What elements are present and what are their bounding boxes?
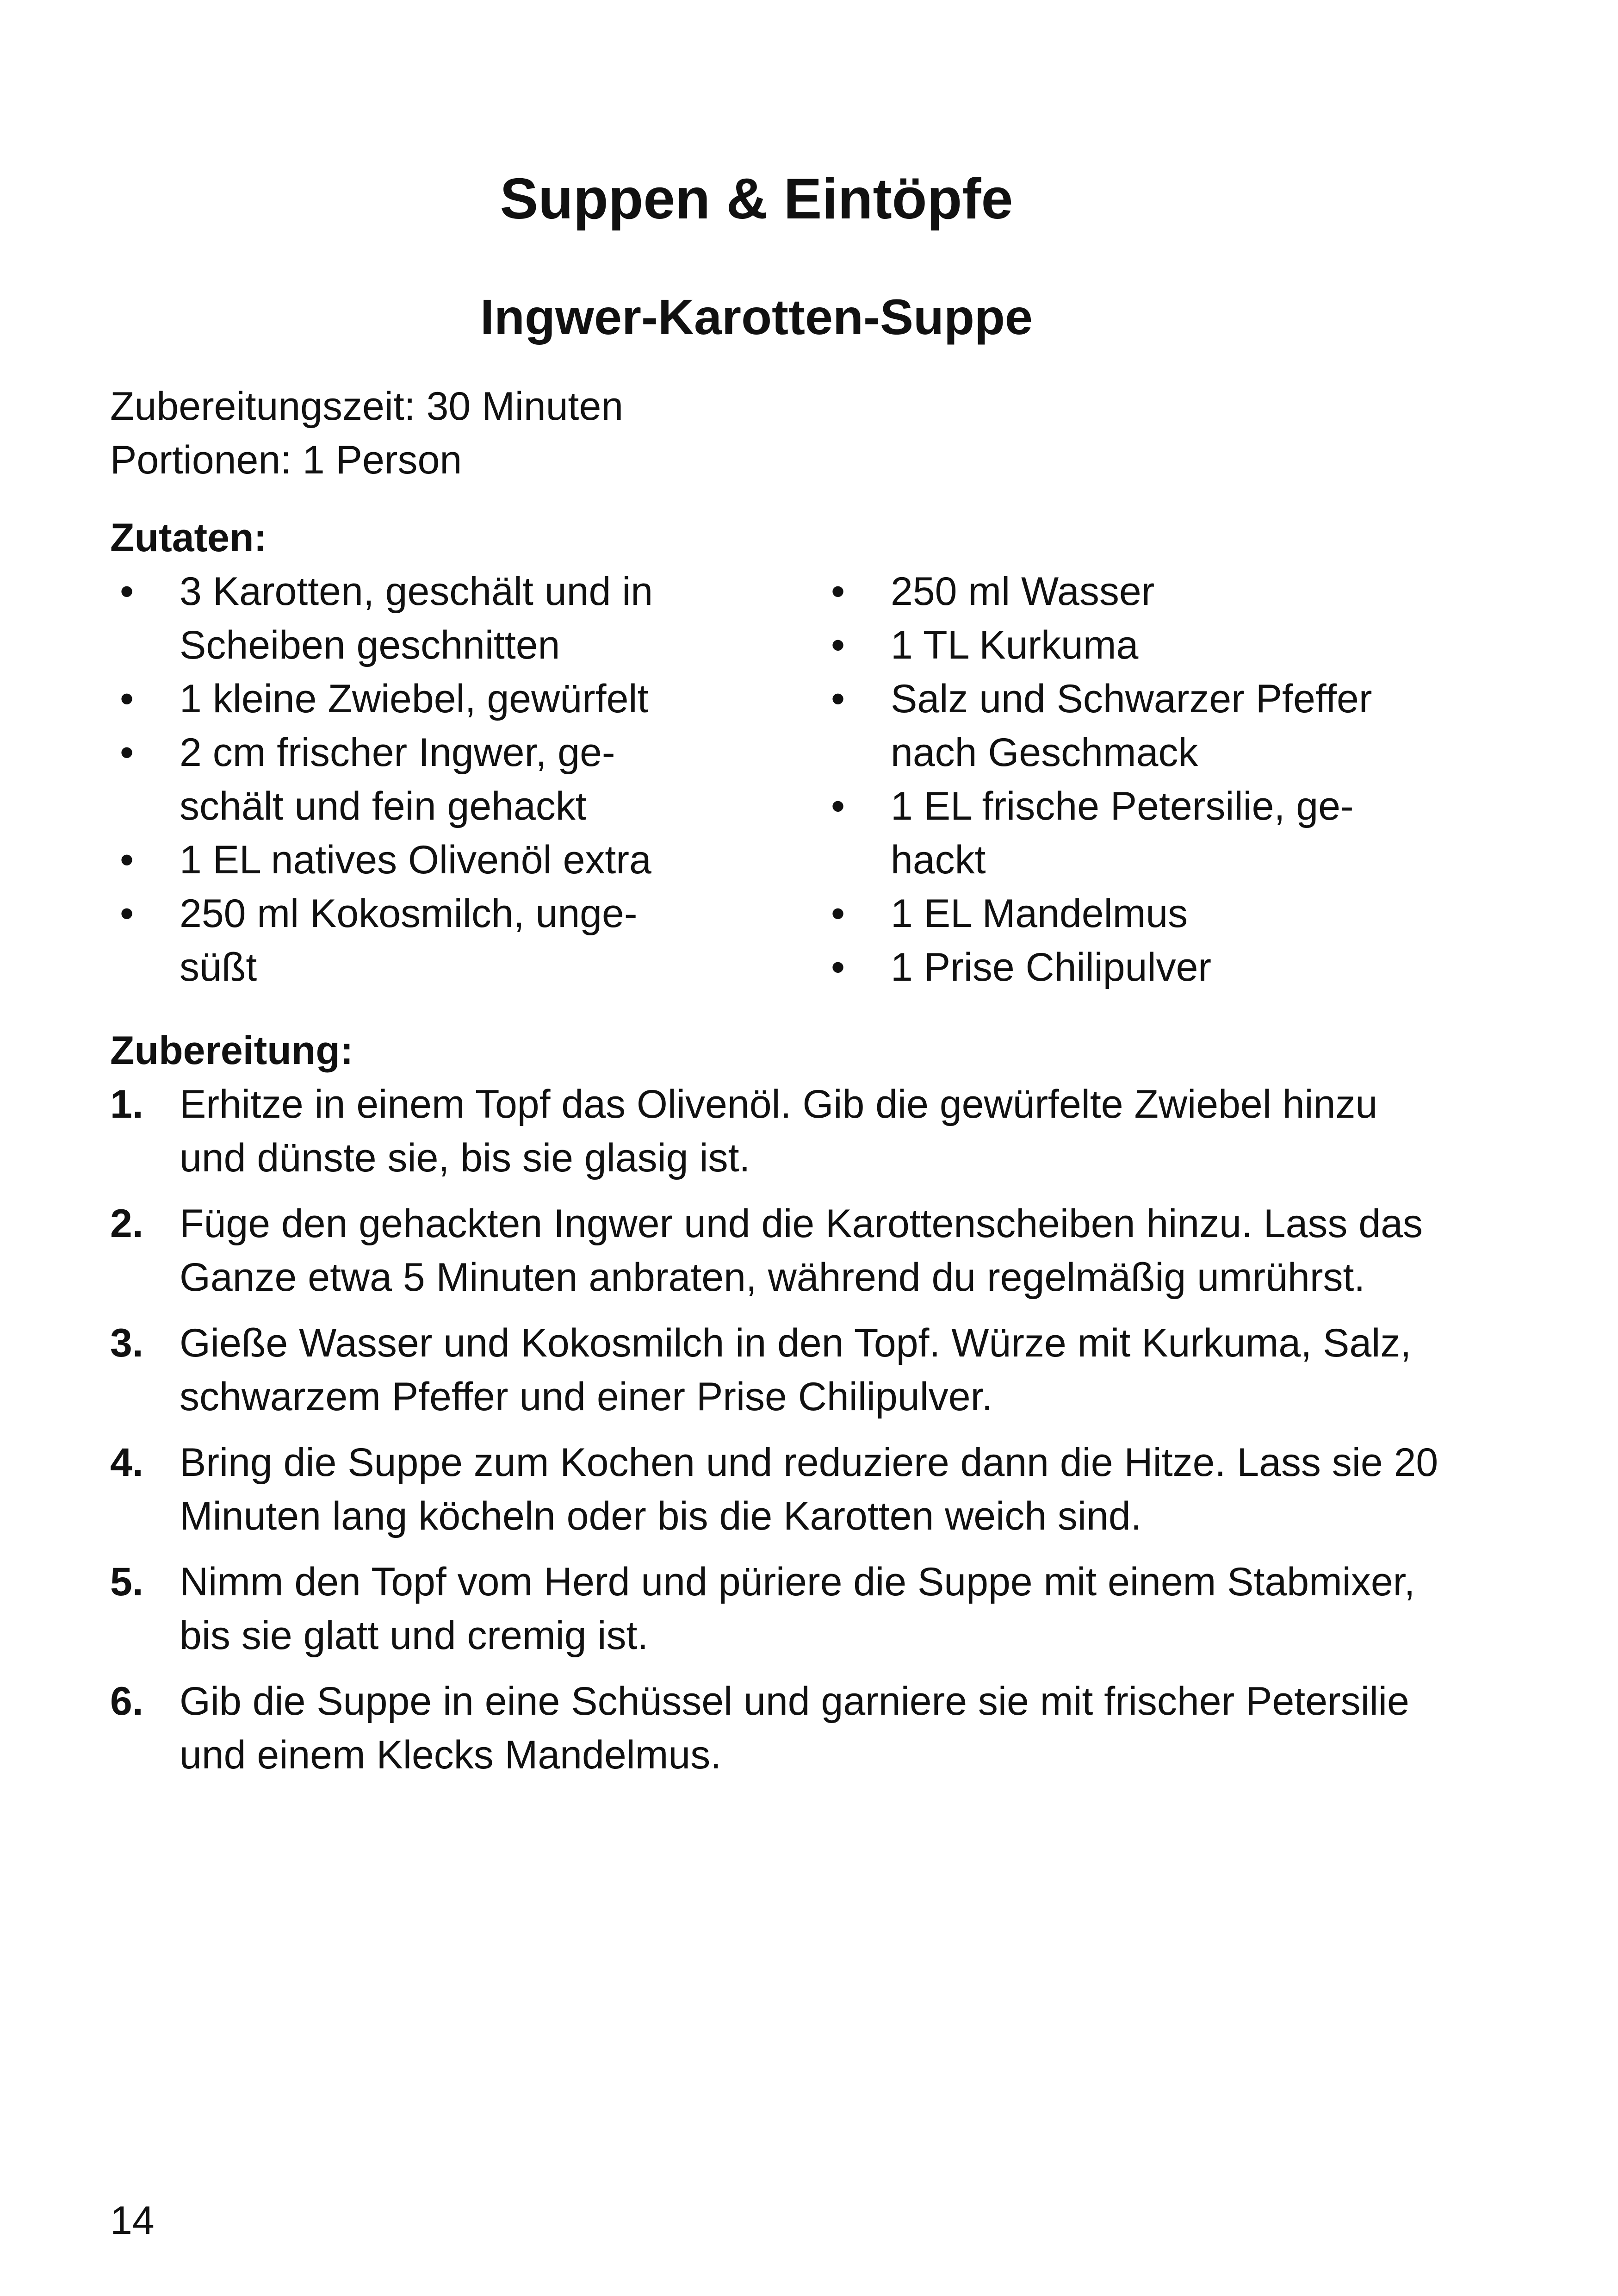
ingredients-heading: Zutaten: <box>110 516 267 560</box>
steps-heading: Zubereitung: <box>110 1028 353 1073</box>
step-item <box>110 1674 1452 1782</box>
ingredient-text: 3 Karotten, geschält und in <box>180 569 653 614</box>
ingredient-text: 1 kleine Zwiebel, gewürfelt <box>180 677 649 721</box>
step-item <box>110 1077 1452 1185</box>
step-text: Füge den gehackten Ingwer und die Karottenscheiben hinzu. Lass das <box>180 1201 1423 1246</box>
step-text: bis sie glatt und cremig ist. <box>180 1613 649 1658</box>
step-text: Gieße Wasser und Kokosmilch in den Topf. Würze mit Kurkuma, Salz, <box>180 1321 1412 1365</box>
step-text: Gib die Suppe in eine Schüssel und garniere sie mit frischer Petersilie <box>180 1679 1409 1724</box>
ingredient-text: süßt <box>180 945 257 989</box>
bullet-icon: • <box>831 623 845 667</box>
ingredient-item <box>821 940 1432 994</box>
ingredient-item <box>821 672 1432 779</box>
bullet-icon: • <box>831 569 845 614</box>
ingredient-item <box>821 887 1432 940</box>
bullet-icon: • <box>119 677 134 721</box>
chapter-title: Suppen & Eintöpfe <box>500 167 1013 231</box>
ingredient-text: Salz und Schwarzer Pfeffer <box>891 677 1372 721</box>
ingredient-item <box>110 833 721 887</box>
step-number: 1. <box>110 1082 143 1126</box>
ingredients-list-left <box>110 565 721 994</box>
ingredient-text: schält und fein gehackt <box>180 784 587 828</box>
step-item <box>110 1555 1452 1662</box>
steps-list <box>110 1077 1452 1794</box>
ingredient-item <box>110 726 721 833</box>
step-text: Ganze etwa 5 Minuten anbraten, während du regelmäßig umrührst. <box>180 1255 1365 1300</box>
bullet-icon: • <box>119 891 134 936</box>
step-number: 4. <box>110 1440 143 1485</box>
step-text: Minuten lang köcheln oder bis die Karotten weich sind. <box>180 1494 1142 1538</box>
ingredient-text: 1 EL Mandelmus <box>891 891 1188 936</box>
portions: Portionen: 1 Person <box>110 438 462 482</box>
step-text: Erhitze in einem Topf das Olivenöl. Gib die gewürfelte Zwiebel hinzu <box>180 1082 1378 1126</box>
ingredient-text: 250 ml Kokosmilch, unge- <box>180 891 638 936</box>
step-number: 6. <box>110 1679 143 1724</box>
ingredient-item <box>110 887 721 994</box>
ingredient-text: hackt <box>891 838 986 882</box>
bullet-icon: • <box>119 569 134 614</box>
step-text: Nimm den Topf vom Herd und püriere die Suppe mit einem Stabmixer, <box>180 1560 1415 1604</box>
step-text: und dünste sie, bis sie glasig ist. <box>180 1136 750 1180</box>
bullet-icon: • <box>831 891 845 936</box>
step-number: 5. <box>110 1560 143 1604</box>
ingredient-text: 1 EL natives Olivenöl extra <box>180 838 651 882</box>
ingredient-item <box>821 779 1432 887</box>
recipe-title: Ingwer-Karotten-Suppe <box>480 289 1033 345</box>
step-number: 2. <box>110 1201 143 1246</box>
ingredient-text: 2 cm frischer Ingwer, ge- <box>180 730 615 775</box>
step-text: Bring die Suppe zum Kochen und reduziere dann die Hitze. Lass sie 20 <box>180 1440 1438 1485</box>
ingredient-text: 250 ml Wasser <box>891 569 1155 614</box>
ingredients-list-right <box>821 565 1432 994</box>
step-item <box>110 1316 1452 1424</box>
prep-time: Zubereitungszeit: 30 Minuten <box>110 384 624 429</box>
bullet-icon: • <box>119 730 134 775</box>
page-number: 14 <box>110 2198 155 2243</box>
step-number: 3. <box>110 1321 143 1365</box>
ingredient-item <box>821 565 1432 618</box>
step-text: und einem Klecks Mandelmus. <box>180 1733 722 1777</box>
ingredient-text: 1 EL frische Petersilie, ge- <box>891 784 1354 828</box>
bullet-icon: • <box>119 838 134 882</box>
ingredient-text: 1 TL Kurkuma <box>891 623 1139 667</box>
ingredient-text: 1 Prise Chilipulver <box>891 945 1212 989</box>
ingredient-text: Scheiben geschnitten <box>180 623 560 667</box>
step-item <box>110 1197 1452 1304</box>
step-text: schwarzem Pfeffer und einer Prise Chilipulver. <box>180 1375 993 1419</box>
ingredient-text: nach Geschmack <box>891 730 1198 775</box>
bullet-icon: • <box>831 784 845 828</box>
ingredient-item <box>110 672 721 726</box>
bullet-icon: • <box>831 677 845 721</box>
bullet-icon: • <box>831 945 845 989</box>
ingredient-item <box>821 618 1432 672</box>
ingredient-item <box>110 565 721 672</box>
step-item <box>110 1436 1452 1543</box>
